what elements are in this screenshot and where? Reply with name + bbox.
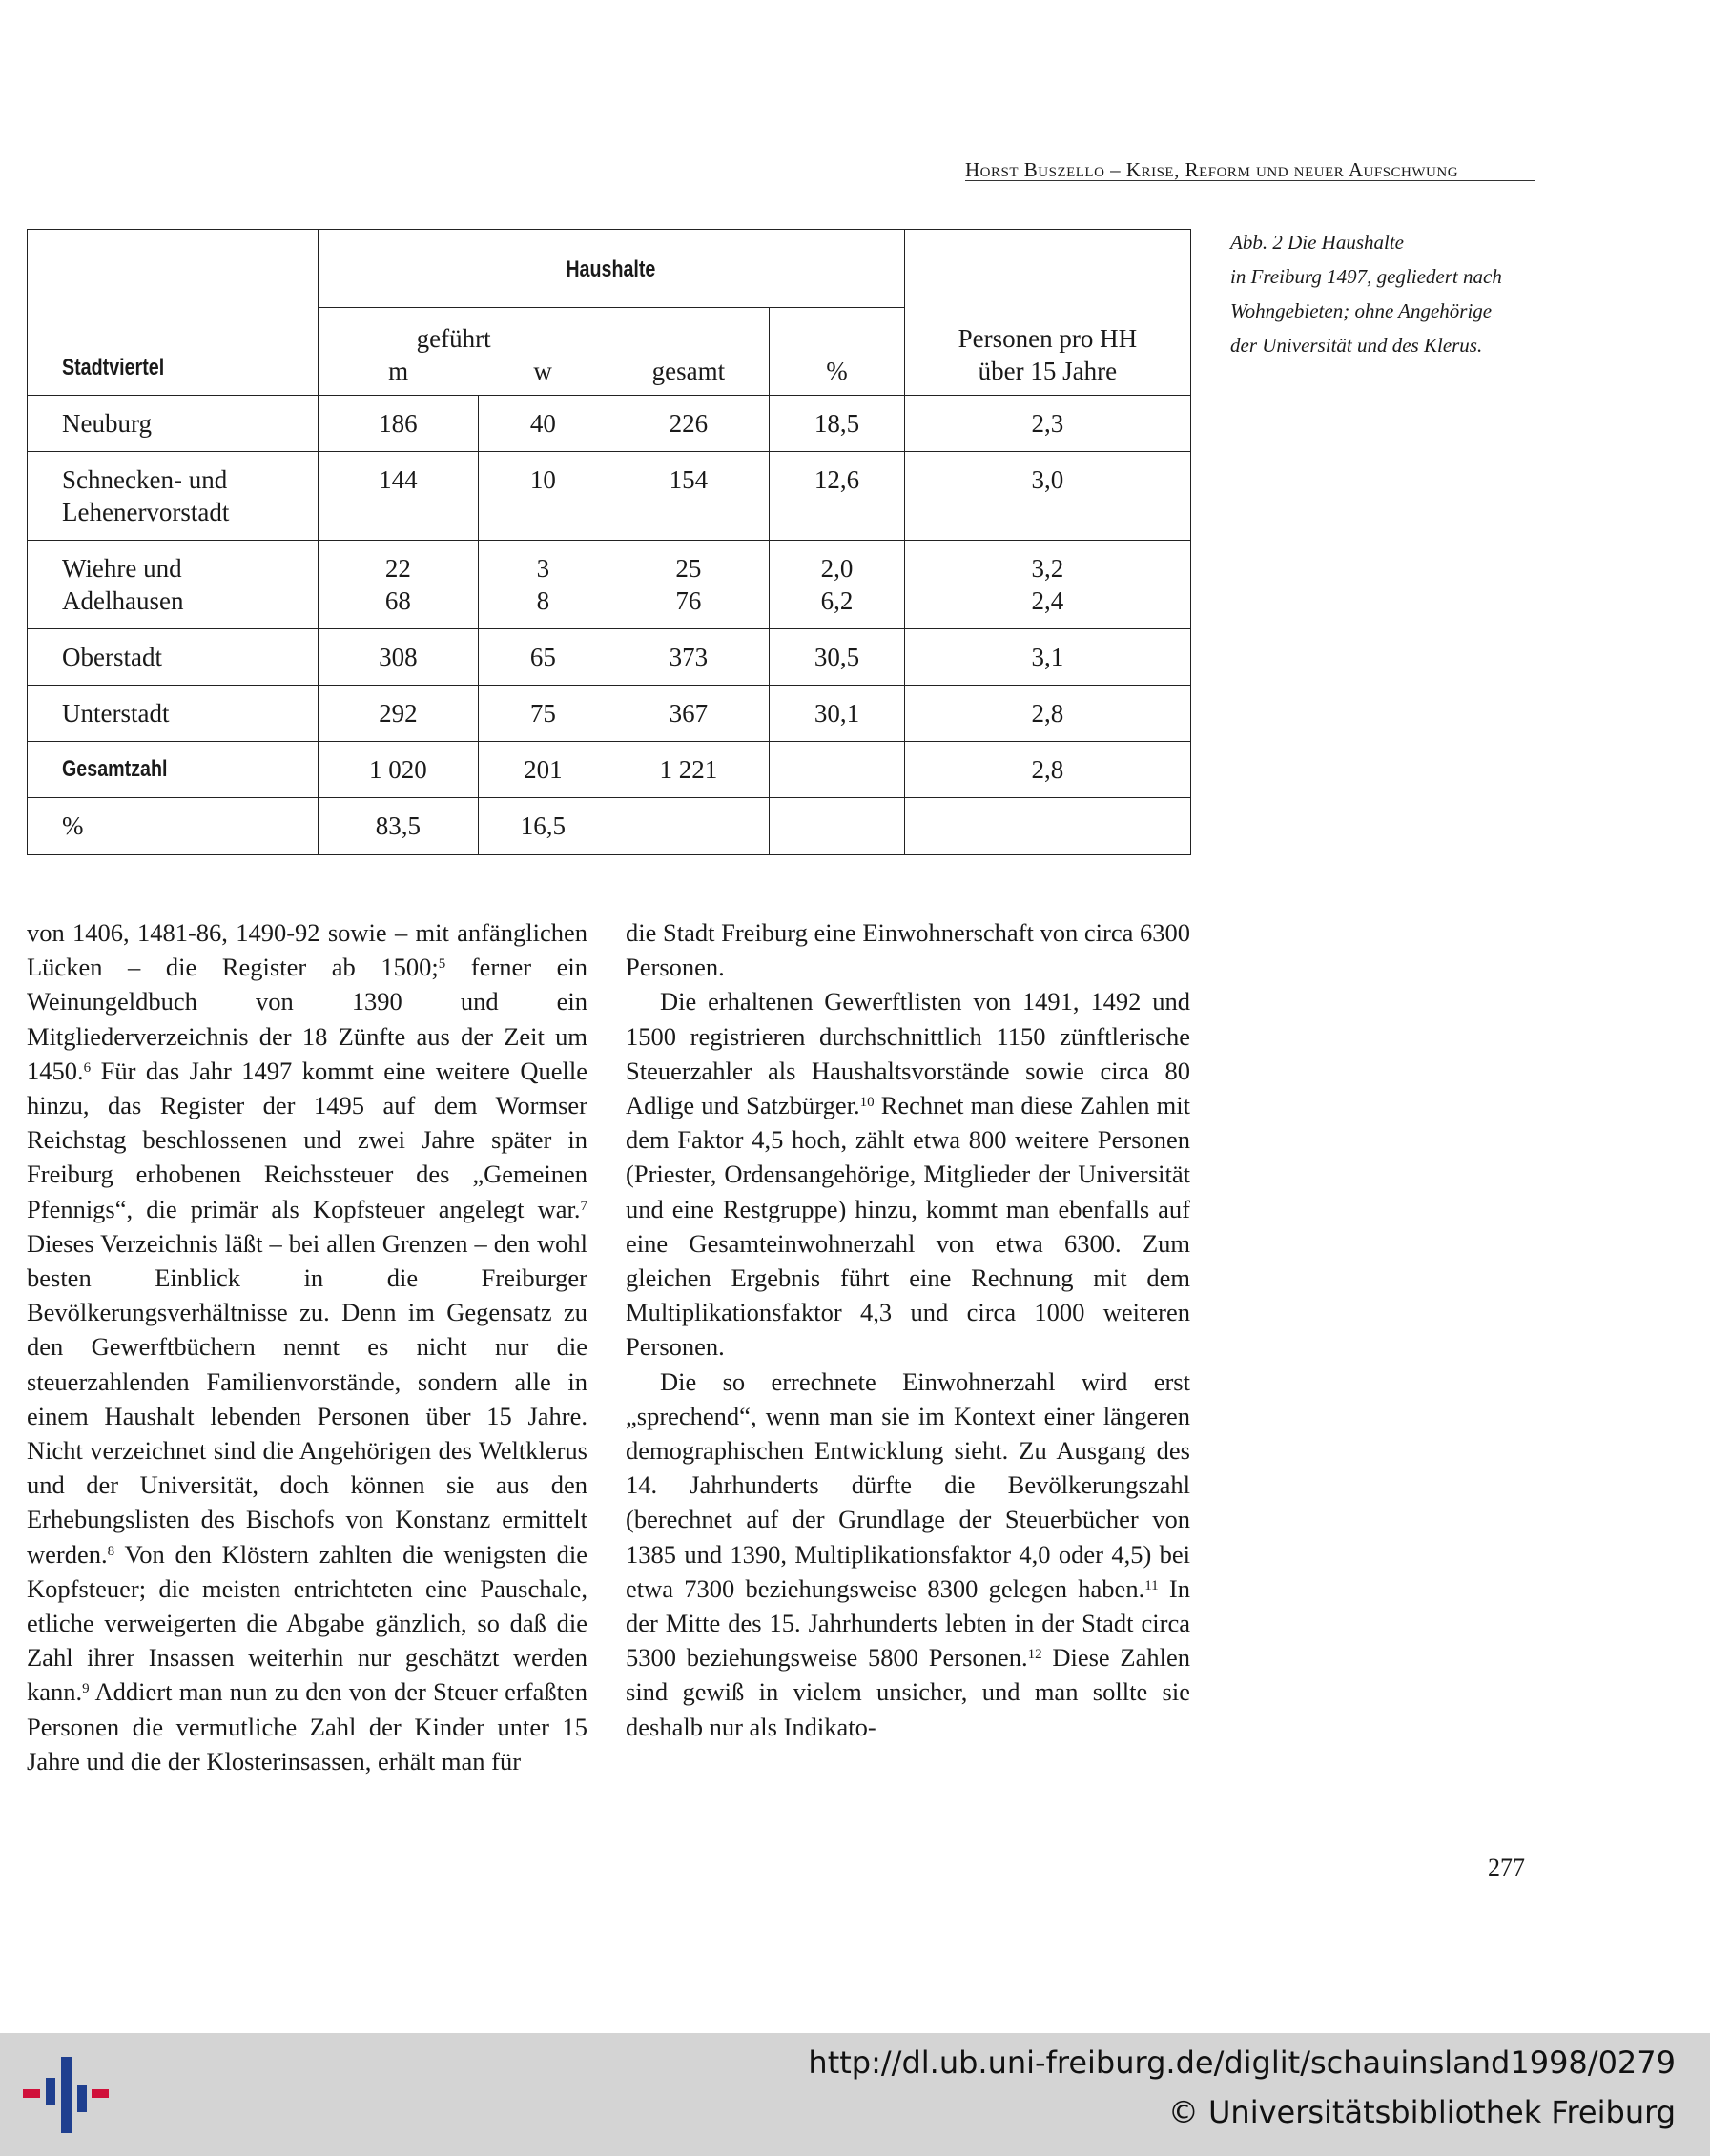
cell-gesamt <box>608 798 770 855</box>
caption-line: Abb. 2 Die Haushalte <box>1230 231 1404 254</box>
table-row <box>28 629 1191 686</box>
cell-m: 186 <box>318 396 479 452</box>
cell-percent: 2,0 6,2 <box>770 541 905 629</box>
header-gefuehrt-label: geführt <box>416 324 491 353</box>
page-number: 277 <box>1488 1854 1525 1881</box>
cell-m: 22 68 <box>318 541 479 629</box>
header-stadtviertel: Stadtviertel <box>28 230 319 396</box>
cell-personen: 3,1 <box>904 629 1190 686</box>
households-table <box>27 229 1191 855</box>
cell-gesamt: 367 <box>608 686 770 742</box>
cell-percent <box>770 742 905 798</box>
cell-stadtviertel: Neuburg <box>28 396 319 452</box>
cell-w: 75 <box>479 686 608 742</box>
cell-w: 10 <box>479 452 608 541</box>
cell-w: 65 <box>479 629 608 686</box>
cell-percent: 30,1 <box>770 686 905 742</box>
footnote-ref[interactable]: 5 <box>438 956 446 973</box>
cell-percent: 12,6 <box>770 452 905 541</box>
cell-gesamt: 226 <box>608 396 770 452</box>
cell-m: 83,5 <box>318 798 479 855</box>
running-head: Horst Buszello – Krise, Reform und neuer Aufschwung <box>965 158 1459 181</box>
footnote-ref[interactable]: 9 <box>82 1681 90 1697</box>
header-gesamt: gesamt <box>608 308 770 396</box>
cell-m: 144 <box>318 452 479 541</box>
header-percent: % <box>770 308 905 396</box>
running-head-rule <box>965 180 1535 181</box>
caption-line: Wohngebieten; ohne Angehörige <box>1230 299 1493 322</box>
cell-stadtviertel: % <box>28 798 319 855</box>
footnote-ref[interactable]: 10 <box>859 1095 875 1111</box>
cell-personen: 3,0 <box>904 452 1190 541</box>
header-m: m <box>388 357 409 385</box>
table-row <box>28 452 1191 541</box>
permalink-url[interactable]: http://dl.ub.uni-freiburg.de/diglit/schauinsland1998/0279 <box>808 2044 1676 2081</box>
header-w: w <box>533 357 552 385</box>
footnote-ref[interactable]: 12 <box>1027 1647 1042 1663</box>
cell-personen: 2,8 <box>904 686 1190 742</box>
caption-line: in Freiburg 1497, gegliedert nach <box>1230 265 1502 288</box>
footnote-ref[interactable]: 6 <box>83 1059 92 1076</box>
header-gefuehrt <box>318 308 608 396</box>
body-column-right <box>626 915 1190 1744</box>
header-haushalte: Haushalte <box>318 230 904 308</box>
cell-gesamt: 25 76 <box>608 541 770 629</box>
cell-w: 40 <box>479 396 608 452</box>
paragraph: von 1406, 1481-86, 1490-92 sowie – mit anfänglichen Lücken – die Register ab 1500;$^5$ ferner ein Weinungeldbuch von 1390 und ein Mitgliederverzeichnis der 18 Zünfte aus der Zeit um 1450.$^6$ Für das Jahr 1497 kommt eine weitere Quelle hinzu, das Register der 1495 auf dem Wormser Reichstag beschlossenen und zwei Jahre später in Freiburg erhobenen Reichssteuer des „Gemeinen Pfennigs“, die primär als Kopfsteuer angelegt war.$^7$ Dieses Verzeichnis läßt – bei allen Grenzen – den wohl besten Einblick in die Freiburger Bevölkerungsverhältnisse zu. Denn im Gegensatz zu den Gewerftbüchern nennt es nicht nur die steuerzahlenden Familienvorstände, sondern alle in einem Haushalt lebenden Personen über 15 Jahre. Nicht verzeichnet sind die Angehörigen des Weltklerus und der Universität, doch können sie aus den Erhebungslisten des Bischofs von Konstanz ermittelt werden.$^8$ Von den Klöstern zahlten die wenigsten die Kopfsteuer; die meisten entrichteten eine Pauschale, etliche verweigerten die Abgabe gänzlich, so daß die Zahl ihrer Insassen weiterhin nur geschätzt werden kann.$^9$ Addiert man nun zu den von der Steuer erfaßten Personen die vermutliche Zahl der Kinder unter 15 Jahre und die der Klosterinsassen, erhält man für <box>27 918 587 1776</box>
cell-m: 292 <box>318 686 479 742</box>
header-personen: Personen pro HH über 15 Jahre <box>904 230 1190 396</box>
cell-percent: 18,5 <box>770 396 905 452</box>
ub-freiburg-logo-icon <box>23 2057 109 2133</box>
table-row <box>28 541 1191 629</box>
body-column-left <box>27 915 587 1778</box>
cell-gesamt: 373 <box>608 629 770 686</box>
paragraph: Die so errechnete Einwohnerzahl wird erst „sprechend“, wenn man sie im Kontext einer längeren demographischen Entwicklung sieht. Zu Ausgang des 14. Jahrhunderts dürfte die Bevölkerungszahl (berechnet auf der Grundlage der Steuerbücher von 1385 und 1390, Multiplikationsfaktor 4,0 oder 4,5) bei etwa 7300 beziehungsweise 8300 gelegen haben.$^{11}$ In der Mitte des 15. Jahrhunderts lebten in der Stadt circa 5300 beziehungsweise 5800 Personen.$^{12}$ Diese Zahlen sind gewiß in vielem unsicher, und man sollte sie deshalb nur als Indikato- <box>626 1366 1190 1741</box>
cell-personen: 2,8 <box>904 742 1190 798</box>
cell-personen <box>904 798 1190 855</box>
cell-stadtviertel: Oberstadt <box>28 629 319 686</box>
cell-percent <box>770 798 905 855</box>
table-row <box>28 686 1191 742</box>
table-row <box>28 742 1191 798</box>
caption-line: der Universität und des Klerus. <box>1230 334 1483 357</box>
table-row <box>28 396 1191 452</box>
cell-stadtviertel: Gesamtzahl <box>28 742 319 798</box>
footnote-ref[interactable]: 8 <box>107 1543 115 1559</box>
cell-w: 201 <box>479 742 608 798</box>
cell-stadtviertel: Unterstadt <box>28 686 319 742</box>
cell-m: 308 <box>318 629 479 686</box>
copyright-notice: © Universitätsbibliothek Freiburg <box>1167 2094 1676 2130</box>
footnote-ref[interactable]: 11 <box>1144 1577 1159 1593</box>
figure-caption <box>1230 225 1545 362</box>
cell-w: 16,5 <box>479 798 608 855</box>
footnote-ref[interactable]: 7 <box>580 1198 587 1214</box>
paragraph: die Stadt Freiburg eine Einwohnerschaft von circa 6300 Personen. <box>626 918 1190 982</box>
table-row <box>28 798 1191 855</box>
cell-m: 1 020 <box>318 742 479 798</box>
cell-percent: 30,5 <box>770 629 905 686</box>
cell-stadtviertel: Schnecken- und Lehenervorstadt <box>28 452 319 541</box>
table-body <box>28 396 1191 855</box>
cell-personen: 2,3 <box>904 396 1190 452</box>
cell-gesamt: 154 <box>608 452 770 541</box>
cell-personen: 3,2 2,4 <box>904 541 1190 629</box>
cell-w: 3 8 <box>479 541 608 629</box>
paragraph: Die erhaltenen Gewerftlisten von 1491, 1492 und 1500 registrieren durchschnittlich 1150 zünftlerische Steuerzahler als Haushaltsvorstände sowie circa 80 Adlige und Satzbürger.$^{10}$ Rechnet man diese Zahlen mit dem Faktor 4,5 hoch, zählt etwa 800 weitere Personen (Priester, Ordensangehörige, Mitglieder der Universität und eine Restgruppe) hinzu, kommt man ebenfalls auf eine Gesamteinwohnerzahl von etwa 6300. Zum gleichen Ergebnis führt eine Rechnung mit dem Multiplikationsfaktor 4,3 und circa 1000 weiteren Personen. <box>626 987 1190 1362</box>
cell-gesamt: 1 221 <box>608 742 770 798</box>
cell-stadtviertel: Wiehre und Adelhausen <box>28 541 319 629</box>
